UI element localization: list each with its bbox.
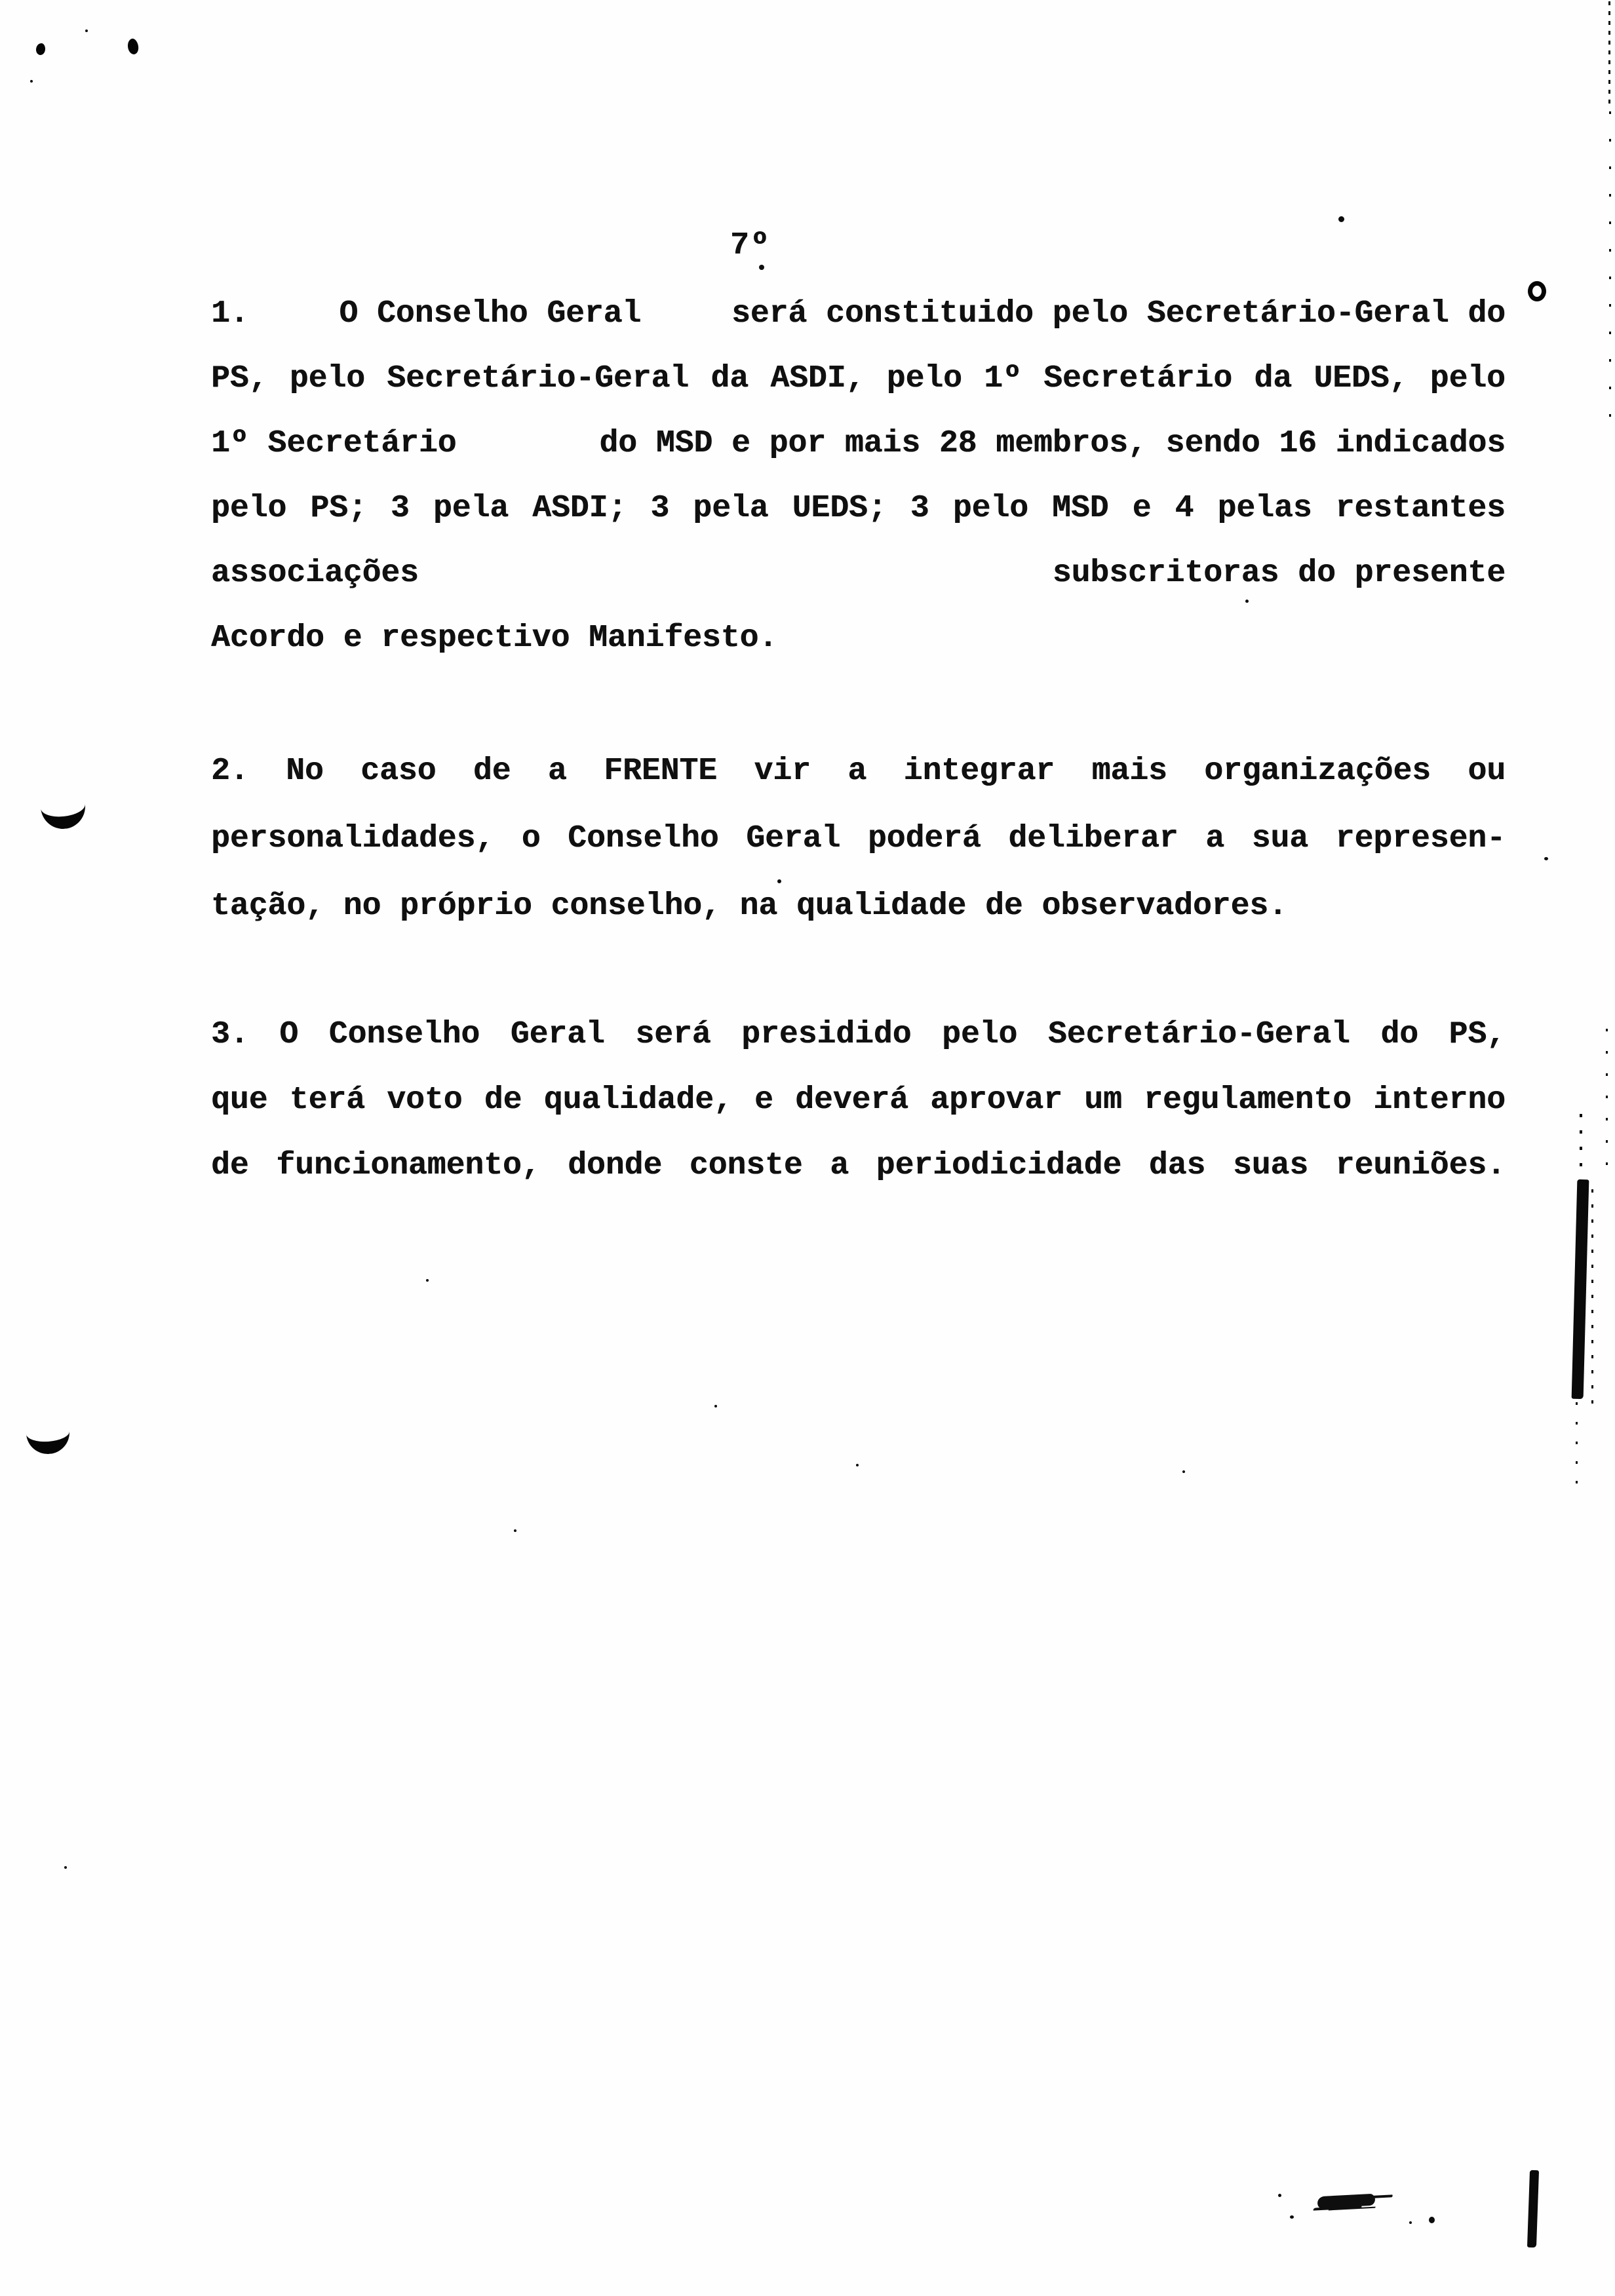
- text-line: [211, 556, 1506, 621]
- text-chunk: de: [473, 754, 511, 789]
- text-chunk: pelas: [1217, 491, 1312, 526]
- text-chunk: 4: [1175, 491, 1194, 526]
- text-line: [211, 491, 1506, 556]
- text-chunk: periodicidade: [876, 1148, 1122, 1183]
- text-chunk: do MSD e por mais 28 membros, sendo 16 indicados: [599, 426, 1506, 461]
- paragraph-1: [211, 296, 1506, 685]
- ink-speck: [777, 879, 781, 883]
- text-chunk: será: [635, 1017, 711, 1052]
- edge-dotted-line: [1576, 1402, 1578, 1487]
- text-chunk: Secretário-Geral: [1047, 1017, 1350, 1052]
- text-chunk: represen-: [1335, 821, 1506, 856]
- text-chunk: do: [1380, 1017, 1418, 1052]
- text-chunk: PS,: [211, 361, 268, 396]
- text-line: tação, no próprio conselho, na qualidade de observadores.: [211, 889, 1287, 924]
- text-chunk: a: [547, 754, 567, 789]
- text-chunk: deliberar: [1008, 821, 1178, 856]
- text-chunk: aprovar: [930, 1082, 1062, 1118]
- text-chunk: O Conselho Geral: [339, 296, 642, 332]
- text-chunk: Conselho: [328, 1017, 480, 1052]
- ink-blob: [126, 37, 140, 55]
- text-chunk: de: [484, 1082, 522, 1118]
- text-chunk: e: [1132, 491, 1152, 526]
- edge-dotted-line: [1580, 1114, 1582, 1179]
- ink-speck: [1544, 857, 1548, 860]
- text-chunk: da: [710, 361, 749, 396]
- text-chunk: ASDI;: [532, 491, 627, 526]
- text-chunk: Secretário: [1043, 361, 1233, 396]
- text-chunk: donde: [568, 1148, 663, 1183]
- text-chunk: personalidades,: [211, 821, 495, 856]
- ink-speck: [1290, 2215, 1294, 2219]
- text-chunk: pelo: [289, 361, 365, 396]
- ink-speck: [1338, 216, 1344, 222]
- text-chunk: e: [754, 1082, 773, 1118]
- text-chunk: deverá: [795, 1082, 908, 1118]
- text-chunk: das: [1148, 1148, 1206, 1183]
- text-chunk: associações: [211, 556, 419, 591]
- text-chunk: 2.: [211, 754, 249, 789]
- text-chunk: 3.: [211, 1017, 249, 1052]
- text-line: [211, 296, 1506, 361]
- text-chunk: Geral: [746, 821, 841, 856]
- text-chunk: a: [830, 1148, 849, 1183]
- paragraph-3: [211, 1017, 1506, 1214]
- text-chunk: 1.: [211, 296, 249, 332]
- handwritten-crescent: [25, 1410, 71, 1455]
- ink-speck: [1245, 600, 1249, 603]
- text-chunk: interno: [1373, 1082, 1506, 1118]
- ink-speck: [856, 1464, 859, 1466]
- ink-speck: [30, 80, 33, 83]
- text-chunk: o: [521, 821, 541, 856]
- text-line: Acordo e respectivo Manifesto.: [211, 621, 778, 656]
- edge-dashed-line: [1608, 1, 1610, 106]
- text-line: [211, 361, 1506, 426]
- text-chunk: caso: [360, 754, 437, 789]
- text-chunk: qualidade,: [543, 1082, 733, 1118]
- ink-speck: [714, 1405, 717, 1407]
- ink-speck: [514, 1529, 516, 1532]
- text-chunk: conste: [689, 1148, 803, 1183]
- text-line: [211, 1017, 1506, 1082]
- text-chunk: a: [847, 754, 867, 789]
- text-chunk: voto: [387, 1082, 463, 1118]
- edge-dotted-line: [1609, 111, 1611, 419]
- ink-speck: [1429, 2217, 1435, 2223]
- text-chunk: UEDS;: [792, 491, 887, 526]
- text-chunk: suas: [1232, 1148, 1309, 1183]
- edge-dotted-line: [1606, 1029, 1608, 1179]
- text-chunk: que: [211, 1082, 268, 1118]
- text-chunk: subscritoras do presente: [1052, 556, 1506, 591]
- text-line: [211, 754, 1506, 821]
- text-line: [211, 1082, 1506, 1148]
- text-chunk: UEDS,: [1313, 361, 1409, 396]
- text-chunk: um: [1084, 1082, 1122, 1118]
- text-chunk: PS,: [1449, 1017, 1506, 1052]
- paragraph-2: [211, 754, 1506, 956]
- text-chunk: organizações: [1204, 754, 1431, 789]
- text-line: [211, 426, 1506, 491]
- text-chunk: 1º Secretário: [211, 426, 457, 461]
- text-chunk: restantes: [1335, 491, 1506, 526]
- edge-dotted-line: [1591, 1189, 1593, 1415]
- text-chunk: terá: [289, 1082, 365, 1118]
- ink-speck: [1182, 1470, 1185, 1473]
- text-chunk: MSD: [1052, 491, 1109, 526]
- text-chunk: de: [211, 1148, 249, 1183]
- ink-blob: [36, 43, 45, 55]
- text-chunk: vir: [754, 754, 811, 789]
- text-chunk: integrar: [903, 754, 1055, 789]
- ink-speck: [1409, 2221, 1412, 2224]
- ink-ring: [1528, 281, 1546, 301]
- text-chunk: No: [286, 754, 324, 789]
- text-chunk: ou: [1468, 754, 1506, 789]
- handwritten-crescent: [39, 782, 88, 832]
- text-chunk: 1º: [984, 361, 1022, 396]
- text-chunk: mais: [1091, 754, 1167, 789]
- text-chunk: funcionamento,: [276, 1148, 541, 1183]
- text-chunk: poderá: [867, 821, 981, 856]
- text-chunk: reuniões.: [1335, 1148, 1506, 1183]
- text-chunk: será constituido pelo Secretário-Geral do: [731, 296, 1506, 332]
- text-chunk: pelo: [211, 491, 287, 526]
- binding-shadow-strip: [1572, 1179, 1589, 1399]
- text-chunk: pelo: [942, 1017, 1018, 1052]
- text-chunk: Geral: [510, 1017, 605, 1052]
- text-chunk: da: [1254, 361, 1293, 396]
- text-chunk: PS;: [310, 491, 367, 526]
- text-chunk: presidido: [741, 1017, 912, 1052]
- text-chunk: a: [1205, 821, 1224, 856]
- page-number: 7º: [730, 228, 771, 263]
- text-chunk: ASDI,: [770, 361, 865, 396]
- text-chunk: pelo: [1430, 361, 1506, 396]
- ink-speck: [426, 1279, 429, 1282]
- text-chunk: pelo: [952, 491, 1028, 526]
- text-line: [211, 821, 1506, 889]
- text-chunk: 3: [910, 491, 929, 526]
- text-chunk: pela: [433, 491, 509, 526]
- text-chunk: pelo: [886, 361, 962, 396]
- handwritten-squiggle: [1317, 2194, 1376, 2209]
- text-chunk: FRENTE: [604, 754, 718, 789]
- text-chunk: regulamento: [1144, 1082, 1352, 1118]
- edge-ink-mark: [1527, 2170, 1539, 2248]
- text-chunk: O: [279, 1017, 299, 1052]
- ink-speck: [64, 1866, 67, 1869]
- text-chunk: Secretário-Geral: [387, 361, 690, 396]
- text-line: [211, 1148, 1506, 1214]
- text-chunk: 3: [390, 491, 410, 526]
- ink-speck: [1278, 2194, 1281, 2197]
- ink-speck: [85, 29, 88, 32]
- text-chunk: sua: [1251, 821, 1309, 856]
- text-chunk: pela: [693, 491, 769, 526]
- text-chunk: 3: [650, 491, 670, 526]
- text-chunk: Conselho: [568, 821, 719, 856]
